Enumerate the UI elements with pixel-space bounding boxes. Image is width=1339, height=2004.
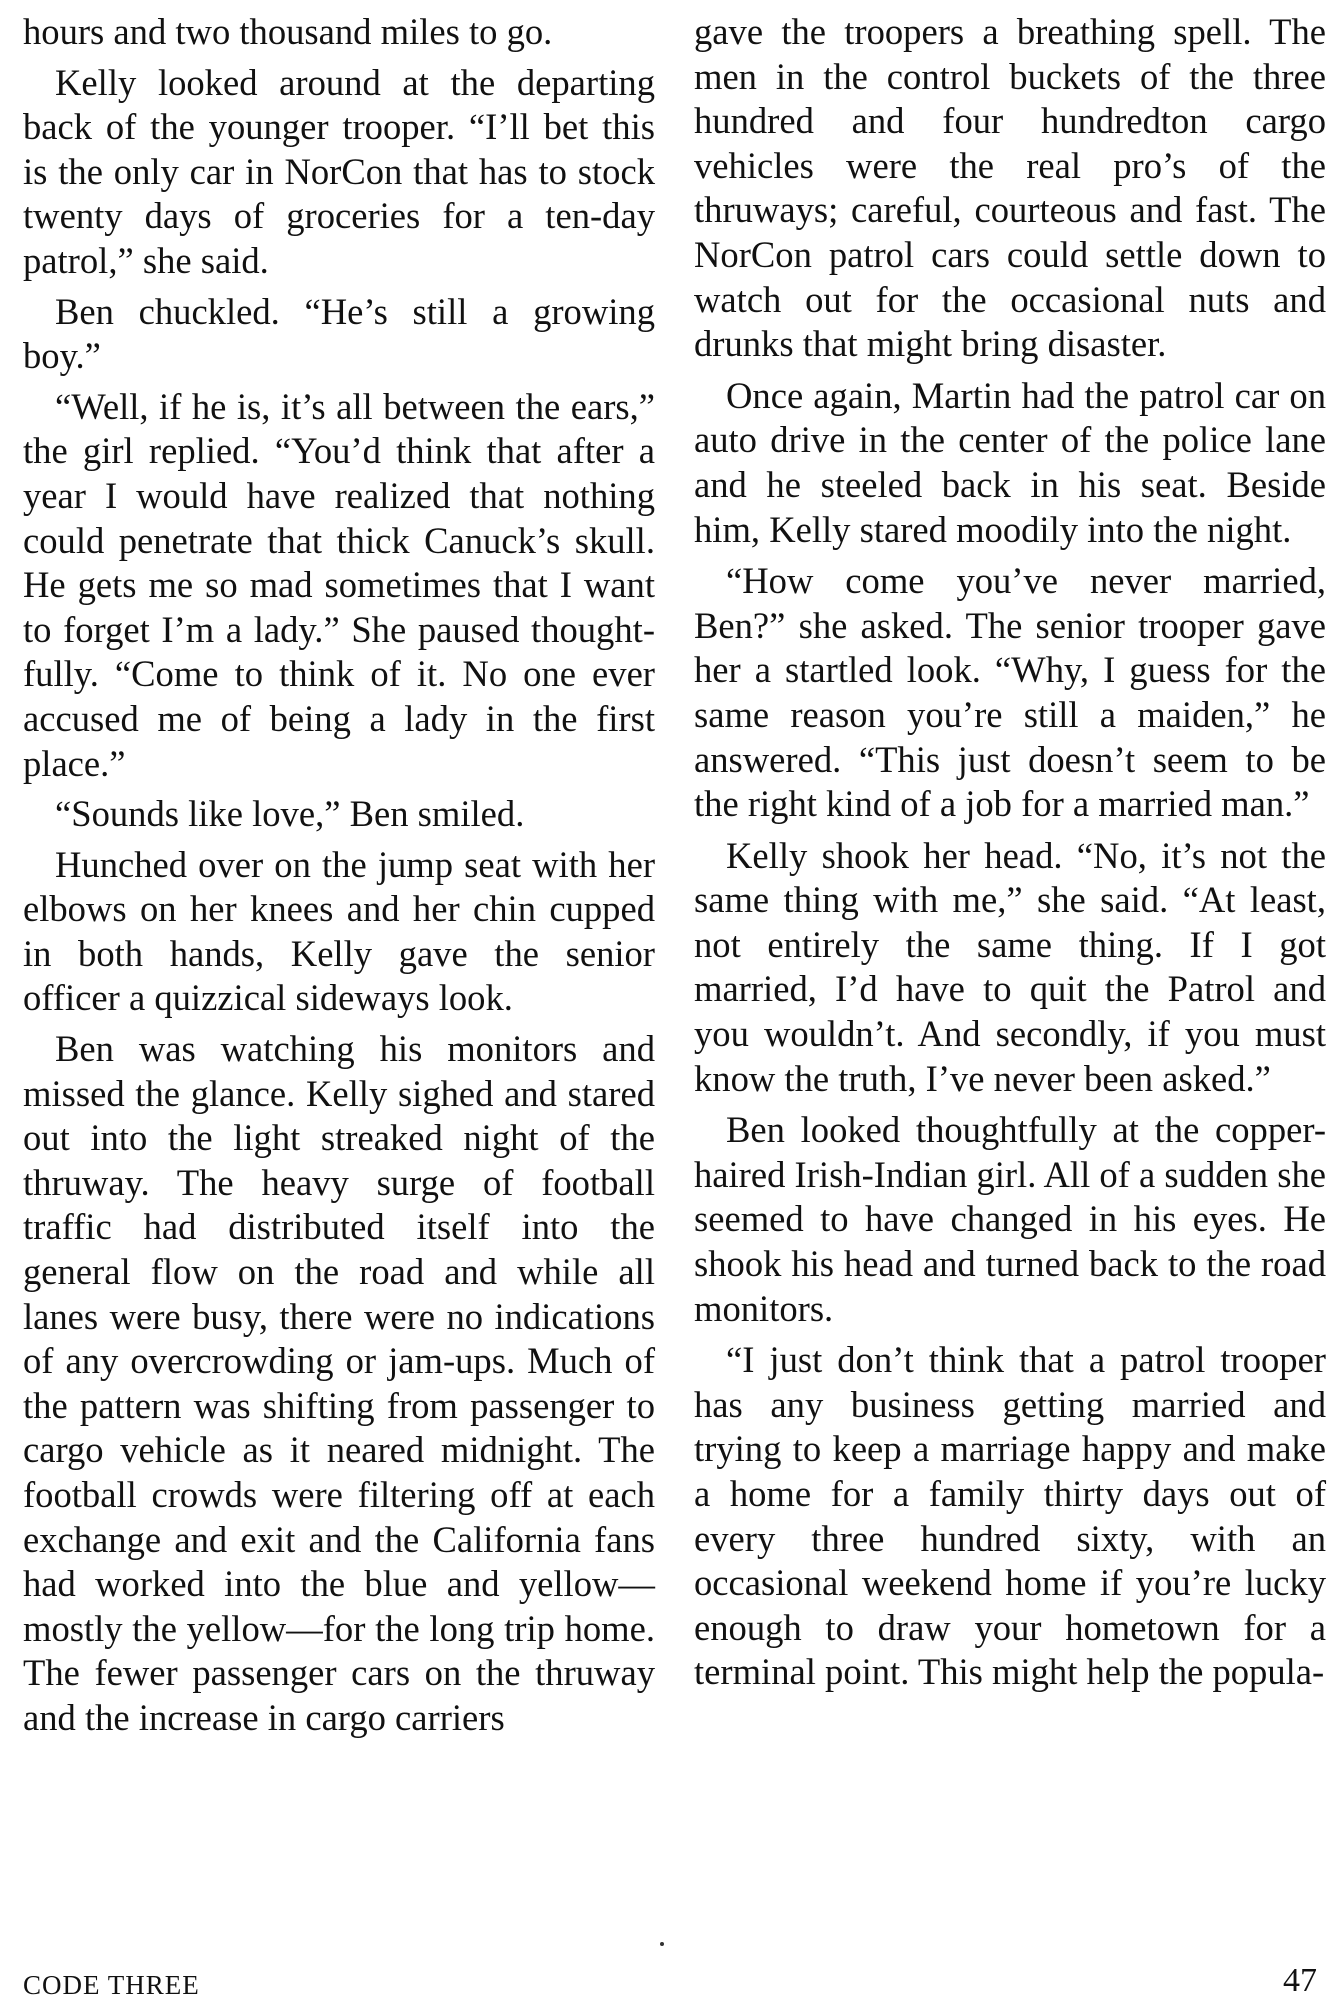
paragraph: Ben chuckled. “He’s still a growing boy.” bbox=[23, 290, 655, 377]
page-number: 47 bbox=[1283, 1962, 1317, 1999]
paragraph: Kelly looked around at the departing back of the younger trooper. “I’ll bet this is the only car in NorCon that has to stock twenty days of groceries for a ten-day patrol,” she said. bbox=[23, 61, 655, 281]
paragraph: gave the troopers a breathing spell. The men in the control buckets of the three hundred and four hundredton cargo vehicles were the real pro’s of the thruways; careful, courteous and fast. The NorCon patrol cars could settle down to watch out for the occasional nuts and drunks that might bring disaster. bbox=[694, 11, 1326, 365]
paragraph: hours and two thousand miles to go. bbox=[23, 11, 553, 52]
right-column bbox=[694, 10, 1326, 1702]
paragraph: “Well, if he is, it’s all between the ears,” the girl replied. “You’d think that after a year I would have realized that nothing could penetrate that thick Canuck’s skull. He gets me so mad sometimes that I want to forget I’m a lady.” She paused thoughtfully. “Come to think of it. No one ever accused me of being a lady in the first place.” bbox=[23, 385, 655, 784]
paragraph: Ben was watching his monitors and missed the glance. Kelly sighed and stared out into the light streaked night of the thruway. The heavy surge of football traffic had distributed itself into the general flow on the road and while all lanes were busy, there were no indications of any overcrowding or jam-ups. Much of the pattern was shifting from passenger to cargo vehicle as it neared midnight. The football crowds were filtering off at each exchange and exit and the California fans had worked into the blue and yellow—mostly the yellow—for the long trip home. The fewer passenger cars on the thruway and the increase in cargo carriers bbox=[23, 1028, 655, 1738]
paragraph: Hunched over on the jump seat with her elbows on her knees and her chin cupped in both hands, Kelly gave the senior officer a quizzical sideways look. bbox=[23, 843, 655, 1019]
paragraph: “How come you’ve never married, Ben?” she asked. The senior trooper gave her a startled look. “Why, I guess for the same reason you’re still a maiden,” he answered. “This just doesn’t seem to be the right kind of a job for a married man.” bbox=[694, 560, 1326, 825]
paragraph: Kelly shook her head. “No, it’s not the same thing with me,” she said. “At least, not entirely the same thing. If I got married, I’d have to quit the Patrol and you wouldn’t. And secondly, if you must know the truth, I’ve never been asked.” bbox=[694, 834, 1326, 1099]
paragraph: Ben looked thoughtfully at the copper-haired Irish-Indian girl. All of a sudden she seemed to have changed in his eyes. He shook his head and turned back to the road monitors. bbox=[694, 1109, 1326, 1329]
paragraph: “Sounds like love,” Ben smiled. bbox=[55, 793, 525, 835]
paragraph: Once again, Martin had the patrol car on auto drive in the center of the police lane and he steeled back in his seat. Beside him, Kelly stared moodily into the night. bbox=[694, 374, 1326, 550]
left-column bbox=[23, 10, 655, 1747]
running-title: CODE THREE bbox=[23, 1970, 200, 2000]
print-speck bbox=[660, 1942, 664, 1946]
paragraph: “I just don’t think that a patrol trooper has any business getting married and trying to keep a marriage happy and make a home for a family thirty days out of every three hundred sixty, with an occasional weekend home if you’re lucky enough to draw your hometown for a terminal point. This might help the popula- bbox=[694, 1339, 1326, 1693]
